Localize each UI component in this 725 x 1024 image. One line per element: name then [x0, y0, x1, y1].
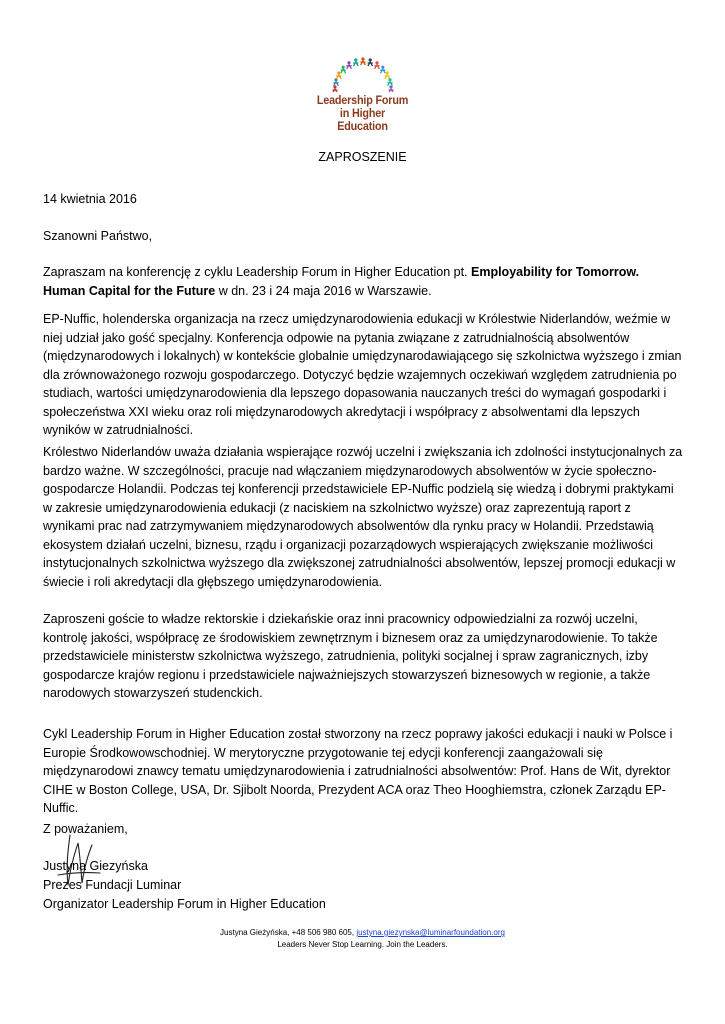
invitation-text-before: Zapraszam na konferencję z cyklu Leadership Forum in Higher Education pt. [43, 265, 471, 279]
leadership-forum-logo [310, 54, 415, 134]
people-arc-icon [328, 54, 398, 92]
signatory-organization: Organizator Leadership Forum in Higher Education [43, 897, 326, 911]
paragraph-invitation [43, 263, 683, 300]
logo-figure [380, 66, 385, 74]
logo-line-2: in Higher Education [337, 106, 388, 133]
footer-motto: Leaders Never Stop Learning. Join the Leaders. [277, 940, 448, 949]
logo-figure [374, 61, 379, 69]
logo-line-1: Leadership Forum [316, 93, 409, 107]
paragraph-forum-cycle: Cykl Leadership Forum in Higher Education został stworzony na rzecz poprawy jakości edukacji i nauki w Polsce i Europie Środkowowschodniej. W merytoryczne przygotowanie tej edycji konferencji zaangażowali się międzynarodowi znawcy tematu umiędzynarodowienia i zatrudnialności absolwentów: Prof. Hans de Wit, dyrektor CIHE w Boston College, USA, Dr. Sjibolt Noorda, Prezydent ACA oraz Theo Hooghiemstra, członek Zarządu EP-Nuffic. [43, 727, 673, 815]
document-title: ZAPROSZENIE [318, 150, 407, 164]
footer-email-link[interactable]: justyna.giezynska@luminarfoundation.org [356, 928, 505, 937]
footer [0, 927, 725, 951]
conference-title: Employability for Tomorrow. Human Capital for the Future [43, 265, 640, 298]
logo-figure [346, 61, 351, 69]
logo-figure [353, 58, 358, 66]
logo-figure [387, 78, 392, 86]
signatory-name: Justyna Giezyńska [43, 859, 148, 873]
logo-text [315, 94, 410, 133]
logo-figure [333, 78, 338, 86]
invitation-text-after: w dn. 23 i 24 maja 2016 w Warszawie. [215, 283, 432, 298]
signatory-role: Prezes Fundacji Luminar [43, 878, 182, 892]
logo-figure [388, 85, 393, 92]
footer-contact-text: Justyna Gieżyńska, +48 506 980 605, [220, 928, 357, 937]
logo-figure [360, 57, 365, 65]
logo-figure [332, 85, 337, 92]
salutation: Szanowni Państwo, [43, 229, 153, 243]
logo-figure [340, 66, 345, 74]
paragraph-guests: Zaproszeni goście to władze rektorskie i dziekańskie oraz inni pracownicy odpowiedzialni za rozwój uczelni, kontrolę jakości, współpracę ze środowiskiem zewnętrznym i biznesem oraz za umiędzynarodowienie. To także przedstawiciele ministerstw szkolnictwa wyższego, zatrudnienia, polityki socjalnej i spraw zagranicznych, izby gospodarcze krajów regionu i przedstawiciele najważniejszych stowarzyszeń biznesowych w regionie, a także narodowych stowarzyszeń studenckich. [43, 612, 658, 700]
paragraph-netherlands: Królestwo Niderlandów uważa działania wspierające rozwój uczelni i zwiększania ich zdolności instytucjonalnych za bardzo ważne. W szczególności, pracuje nad włączaniem międzynarodowych absolwentów w życie społeczno-gospodarcze Holandii. Podczas tej konferencji przedstawiciele EP-Nuffic podzielą się wiedzą i dobrymi praktykami w zakresie umiędzynarodowienia edukacji (z naciskiem na szkolnictwo wyższe) oraz zaprezentują raport z wynikami prac nad zatrzymywaniem międzynarodowych absolwentów dla rynku pracy w Holandii. Przedstawią ekosystem działań uczelni, biznesu, rządu i organizacji pozarządowych wspierających zwiększanie możliwości instytucjonalnych szkolnictwa wyższego dla zwiększonej zatrudnialności absolwentów, lepszej promocji edukacji w świecie i roli akredytacji dla głębszego umiędzynarodowienia. [43, 445, 683, 589]
logo-figure [367, 58, 372, 66]
footer-contact [0, 927, 725, 939]
closing: Z poważaniem, [43, 822, 128, 836]
letter-date: 14 kwietnia 2016 [43, 192, 137, 206]
paragraph-ep-nuffic: EP-Nuffic, holenderska organizacja na rzecz umiędzynarodowienia edukacji w Królestwie Niderlandów, weźmie w niej udział jako gość specjalny. Konferencja odpowie na pytania związane z zatrudnialnością absolwentów (międzynarodowych i lokalnych) w kontekście globalnie umiędzynarodawiającego się szkolnictwa wyższego i zmian dla zrównoważonego rozwoju gospodarczego. Dotyczyć będzie wzajemnych oczekiwań względem zatrudnienia po studiach, wartości umiędzynarodowienia dla lepszego dopasowania nauczanych treści do wymagań gospodarki i społeczeństwa XXI wieku oraz roli międzynarodowych akredytacji i współpracy z absolwentami dla lepszych wyników w zatrudnialności. [43, 312, 682, 437]
